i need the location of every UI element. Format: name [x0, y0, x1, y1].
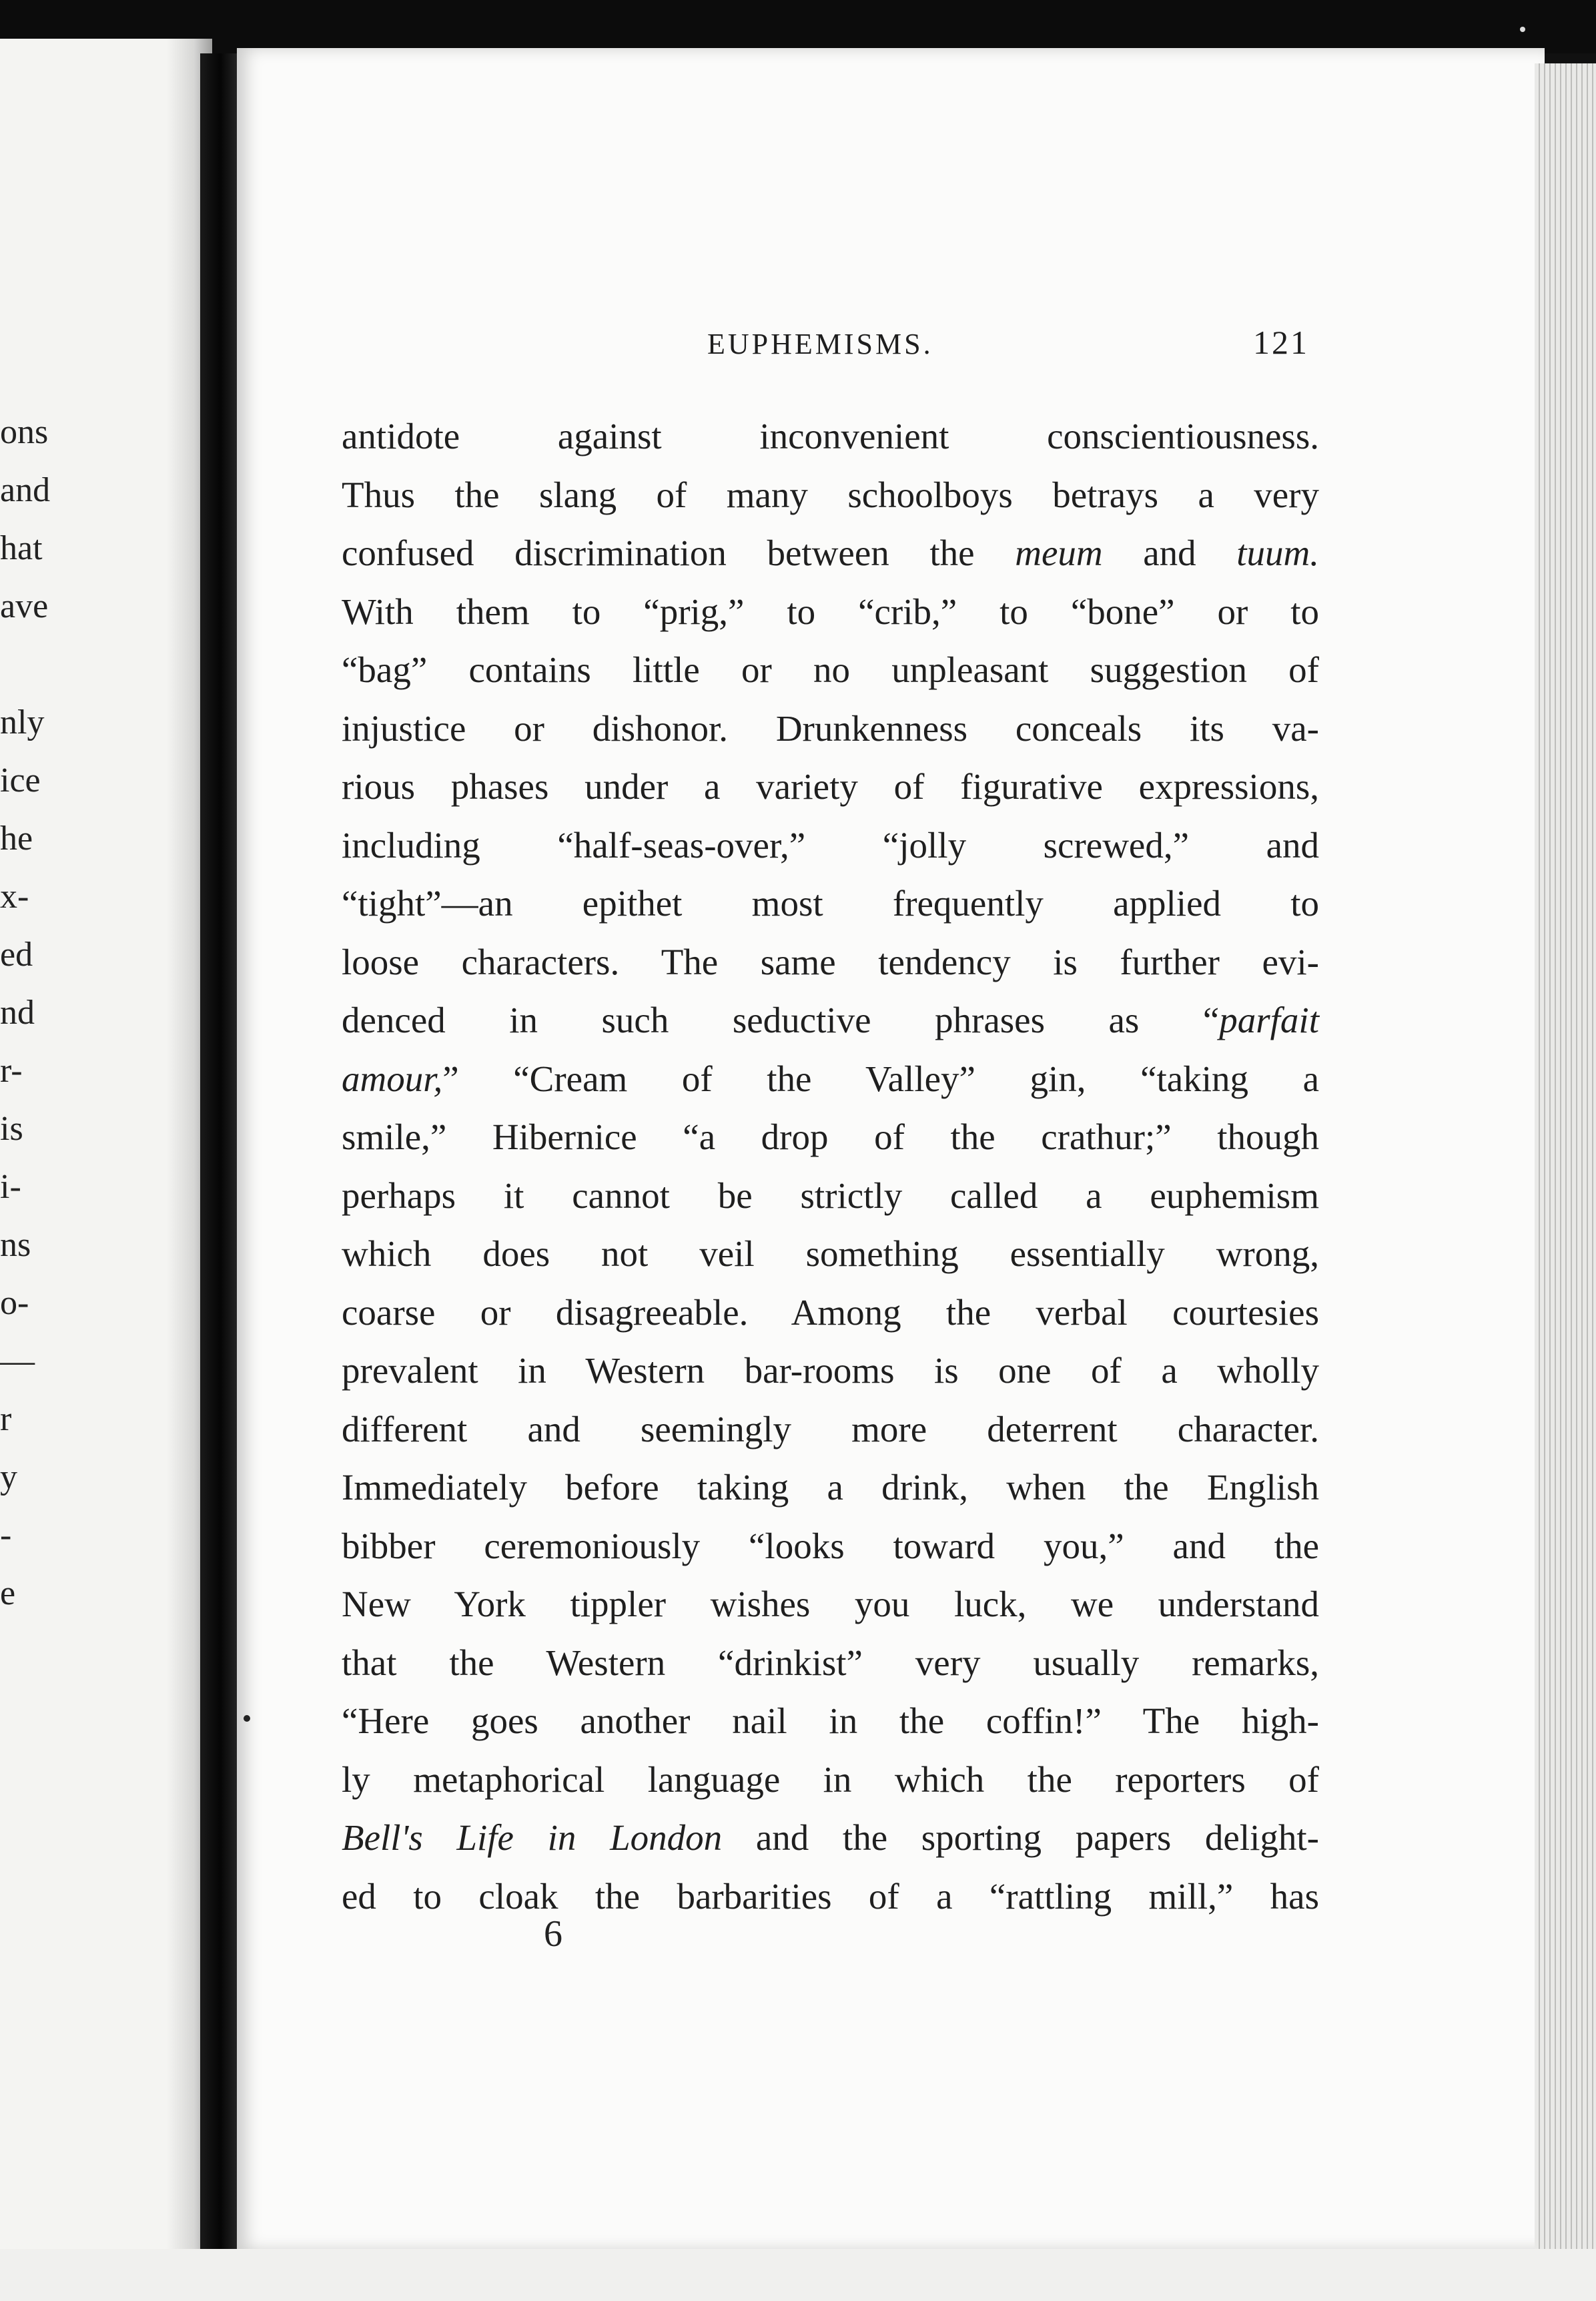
text-line — [342, 816, 1319, 875]
text-line — [342, 933, 1319, 992]
previous-page-fragment: is — [0, 1110, 23, 1148]
book-spine — [200, 53, 240, 2256]
text-run: “bag” contains little or no unpleasant suggestion of — [342, 649, 1319, 690]
text-run: including “half-seas-over,” “jolly screwed,” and — [342, 824, 1319, 866]
text-line — [342, 1517, 1319, 1576]
text-line — [342, 874, 1319, 933]
previous-page-fragment: e — [0, 1574, 16, 1612]
text-run: injustice or dishonor. Drunkenness conceals its va- — [342, 707, 1319, 749]
text-line — [342, 1750, 1319, 1809]
text-run: confused discrimination between the — [342, 533, 1016, 573]
text-line — [342, 524, 1319, 583]
text-line — [342, 1575, 1319, 1634]
text-line — [342, 1225, 1319, 1283]
previous-page-fragment: ons — [0, 413, 49, 451]
text-run: Immediately before taking a drink, when the English — [342, 1467, 1319, 1508]
previous-page-fragment: r- — [0, 1052, 23, 1090]
text-run: ed to cloak the barbarities of a “rattling mill,” has — [342, 1875, 1319, 1917]
previous-page-fragment: he — [0, 819, 33, 858]
text-run: coarse or disagreeable. Among the verbal courtesies — [342, 1291, 1319, 1333]
text-line — [342, 1458, 1319, 1517]
text-run: bibber ceremoniously “looks toward you,” and the — [342, 1525, 1319, 1566]
page-number: 121 — [1253, 324, 1309, 361]
text-line — [342, 1167, 1319, 1225]
text-run: loose characters. The same tendency is further evi- — [342, 941, 1319, 982]
previous-page-fragment: ice — [0, 761, 41, 799]
text-run: which does not veil something essentially wrong, — [342, 1233, 1319, 1274]
text-run: “tight”—an epithet most frequently applied to — [342, 883, 1319, 924]
text-run: With them to “prig,” to “crib,” to “bone” or to — [342, 591, 1319, 632]
italic-run: meum — [1015, 533, 1103, 573]
text-line — [342, 1867, 1319, 1926]
italic-run: amour, — [342, 1058, 443, 1099]
text-run: different and seemingly more deterrent character. — [342, 1408, 1319, 1449]
ink-dot — [244, 1715, 250, 1722]
previous-page-fragment: r — [0, 1400, 12, 1438]
previous-page-fragment: o- — [0, 1284, 29, 1322]
previous-page-fragment: y — [0, 1458, 17, 1496]
text-run: prevalent in Western bar-rooms is one of a wholly — [342, 1350, 1319, 1391]
scan-bottom-margin — [0, 2249, 1596, 2301]
text-line — [342, 991, 1319, 1050]
previous-page-fragment: nd — [0, 994, 35, 1032]
text-line — [342, 757, 1319, 816]
text-run: perhaps it cannot be strictly called a euphemism — [342, 1175, 1319, 1216]
running-header: EUPHEMISMS. — [707, 328, 933, 360]
previous-page-fragment: x- — [0, 878, 29, 916]
text-run: antidote against inconvenient conscientiousness. — [342, 416, 1319, 456]
previous-page-fragment: — — [0, 1342, 35, 1380]
previous-page-fragment: ns — [0, 1226, 31, 1264]
text-run: rious phases under a variety of figurative expressions, — [342, 766, 1319, 807]
previous-page-fragment: ed — [0, 936, 33, 974]
text-run: Thus the slang of many schoolboys betrays a very — [342, 474, 1319, 515]
text-run: that the Western “drinkist” very usually remarks, — [342, 1642, 1319, 1683]
scan-top-margin — [0, 0, 1596, 53]
text-line — [342, 466, 1319, 525]
previous-page-fragment: and — [0, 471, 51, 509]
text-run: New York tippler wishes you luck, we understand — [342, 1584, 1319, 1624]
text-line — [342, 641, 1319, 699]
text-line — [342, 1809, 1319, 1867]
text-run: smile,” Hibernice “a drop of the crathur;” though — [342, 1116, 1319, 1157]
text-line — [342, 1108, 1319, 1167]
text-line — [342, 1634, 1319, 1692]
text-line — [342, 699, 1319, 758]
previous-page-fragment: hat — [0, 529, 43, 567]
signature-mark: 6 — [544, 1913, 562, 1955]
previous-page-fragment: nly — [0, 703, 45, 741]
scan-speck — [1520, 27, 1525, 32]
text-run: and the sporting papers delight- — [722, 1817, 1319, 1858]
page-edges — [1535, 63, 1596, 2279]
italic-run: tuum. — [1236, 533, 1319, 573]
previous-page-fragment: ave — [0, 587, 49, 625]
text-line — [342, 1341, 1319, 1400]
text-line — [342, 1400, 1319, 1459]
text-run: and — [1102, 533, 1237, 573]
italic-run: Bell's Life in London — [342, 1817, 723, 1858]
text-run: ly metaphorical language in which the reporters of — [342, 1758, 1319, 1800]
text-run: “Here goes another nail in the coffin!” The high- — [342, 1700, 1319, 1741]
body-text — [342, 407, 1319, 1925]
previous-page-fragment: i- — [0, 1168, 21, 1206]
previous-page-fragment: - — [0, 1516, 12, 1554]
text-run: ” “Cream of the Valley” gin, “taking a — [442, 1058, 1319, 1099]
text-line — [342, 407, 1319, 466]
text-line — [342, 1283, 1319, 1342]
text-line — [342, 583, 1319, 641]
text-line — [342, 1692, 1319, 1750]
italic-run: parfait — [1219, 1000, 1319, 1040]
text-run: denced in such seductive phrases as “ — [342, 1000, 1220, 1040]
text-line — [342, 1050, 1319, 1108]
